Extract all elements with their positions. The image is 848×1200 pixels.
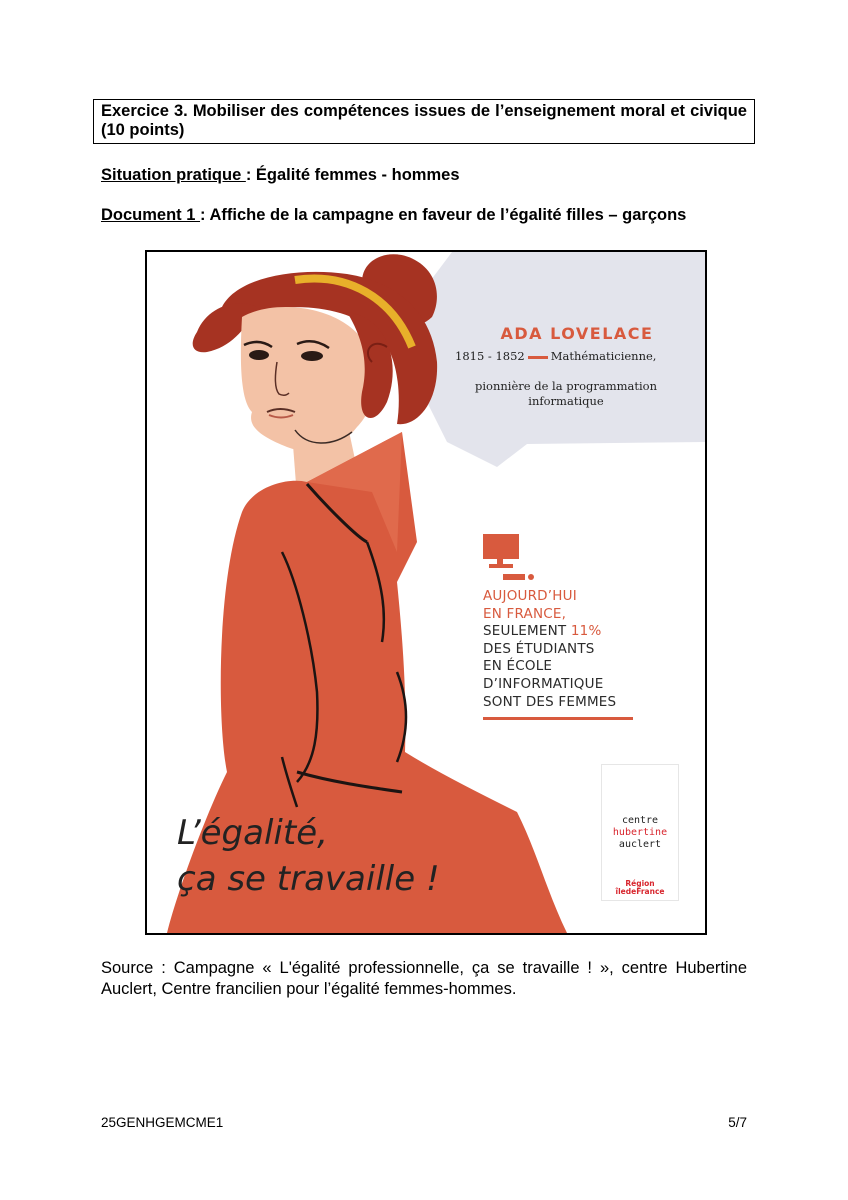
region-line1: Région bbox=[625, 879, 655, 888]
poster-slogan bbox=[177, 810, 440, 902]
logo-line3: auclert bbox=[618, 839, 662, 850]
document1-label: Document 1 bbox=[101, 206, 201, 224]
stat-line4: DES ÉTUDIANTS bbox=[483, 640, 595, 657]
poster-statistic bbox=[483, 588, 683, 711]
stat-underline bbox=[483, 717, 633, 720]
region-line2: îledeFrance bbox=[615, 887, 665, 896]
keyboard-icon bbox=[503, 574, 525, 580]
stat-line3-text: SEULEMENT bbox=[483, 623, 571, 640]
exercise-title: Exercice 3. Mobiliser des compétences issues de l’enseignement moral et civique (10 points) bbox=[93, 99, 755, 144]
stat-line5: EN ÉCOLE bbox=[483, 658, 553, 675]
logo-text bbox=[602, 815, 678, 851]
dash-separator bbox=[528, 356, 548, 359]
logo-line2: hubertine bbox=[612, 827, 668, 838]
hubertine-auclert-logo bbox=[601, 764, 679, 901]
campaign-poster bbox=[145, 250, 707, 935]
stat-line1: AUJOURD’HUI bbox=[483, 588, 577, 604]
mouse-icon bbox=[528, 574, 534, 580]
poster-desc-line3: informatique bbox=[528, 394, 604, 408]
slogan-line1: L’égalité, bbox=[177, 813, 328, 853]
poster-description bbox=[447, 364, 685, 409]
left-eye bbox=[249, 350, 269, 360]
document1-value: : Affiche de la campagne en faveur de l’égalité filles – garçons bbox=[200, 206, 687, 224]
stat-line7: SONT DES FEMMES bbox=[483, 693, 617, 710]
computer-monitor-icon bbox=[483, 534, 519, 559]
region-logo bbox=[602, 880, 678, 896]
poster-role: Mathématicienne, bbox=[550, 349, 657, 363]
poster-desc-line2: pionnière de la programmation bbox=[474, 379, 658, 393]
document1-heading bbox=[101, 206, 686, 225]
poster-dates-role bbox=[455, 349, 656, 363]
stat-line6: D’INFORMATIQUE bbox=[483, 675, 604, 692]
right-eye bbox=[301, 351, 323, 361]
slogan-line2: ça se travaille ! bbox=[177, 859, 440, 899]
page-number: 5/7 bbox=[728, 1115, 747, 1130]
poster-dates: 1815 - 1852 bbox=[455, 349, 525, 363]
footer-code: 25GENHGEMCME1 bbox=[101, 1115, 224, 1130]
situation-label: Situation pratique bbox=[101, 166, 246, 184]
stat-line3 bbox=[483, 623, 683, 641]
stat-line2: EN FRANCE, bbox=[483, 605, 567, 622]
face bbox=[241, 307, 375, 451]
poster-person-name: ADA LOVELACE bbox=[500, 324, 654, 343]
stat-percentage: 11% bbox=[570, 623, 602, 640]
logo-line1: centre bbox=[621, 815, 659, 826]
situation-heading bbox=[101, 166, 460, 185]
source-citation: Source : Campagne « L'égalité professionnelle, ça se travaille ! », centre Hubertine Auclert, Centre francilien pour l’égalité femmes-hommes. bbox=[101, 959, 747, 998]
situation-value: : Égalité femmes - hommes bbox=[245, 166, 460, 184]
